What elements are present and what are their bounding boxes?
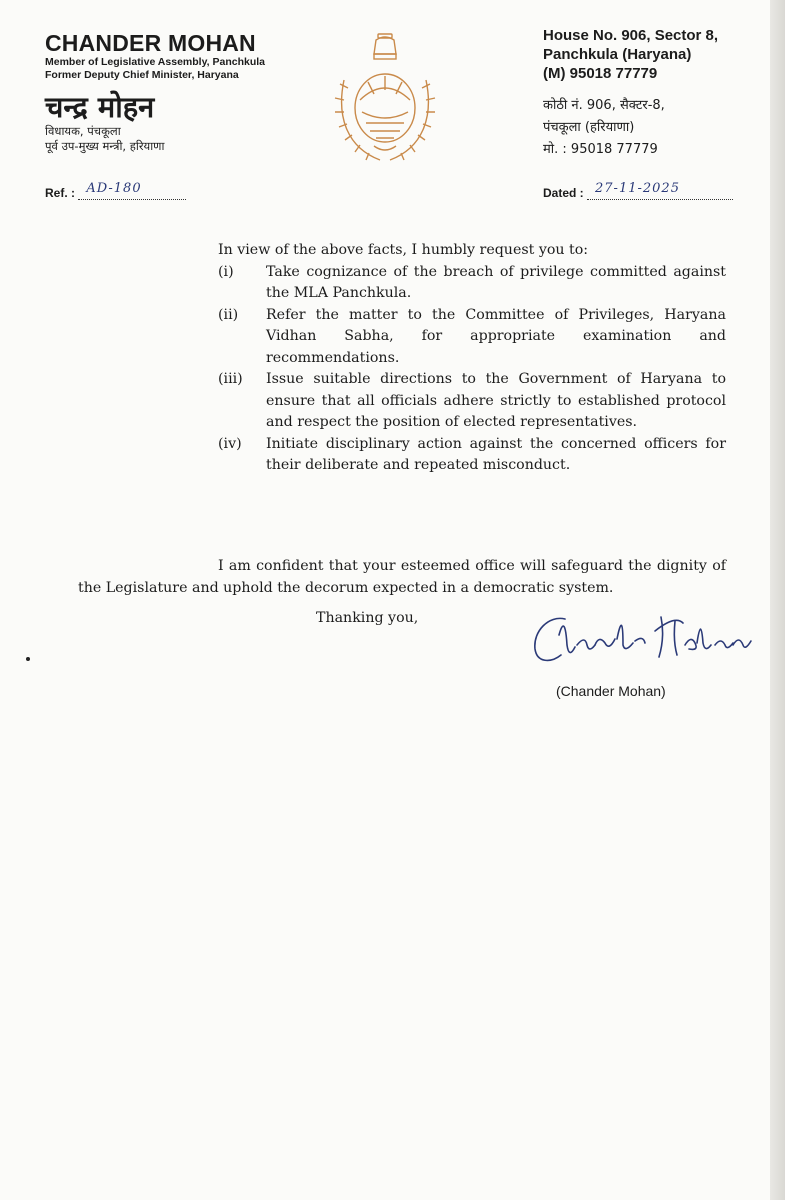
address-en-line-2: Panchkula (Haryana): [543, 46, 692, 63]
dated-field: [587, 181, 733, 200]
request-item-text: Refer the matter to the Committee of Privileges, Haryana Vidhan Sabha, for appropriate examination and recommendations.: [266, 306, 726, 366]
signer-name: (Chander Mohan): [556, 683, 666, 699]
request-item: [218, 369, 726, 434]
ink-dot: [26, 657, 30, 661]
request-item: [218, 305, 726, 370]
request-item: [218, 434, 726, 477]
letterhead-left: [45, 30, 265, 154]
request-item-text: Initiate disciplinary action against the concerned officers for their deliberate and repeated misconduct.: [266, 435, 726, 473]
request-section: [218, 240, 726, 477]
closing-paragraph: I am confident that your esteemed office will safeguard the dignity of the Legislature and uphold the decorum expected in a democratic system.: [78, 558, 726, 597]
ref-field: [78, 181, 186, 200]
phone-hi: मो. : 95018 77779: [543, 142, 658, 157]
ref-label: Ref. :: [45, 186, 75, 200]
handwritten-signature: [525, 605, 765, 675]
letterhead-address: [543, 26, 718, 161]
request-item: [218, 262, 726, 305]
request-item-text: Take cognizance of the breach of privilege committed against the MLA Panchkula.: [266, 263, 726, 301]
request-intro: In view of the above facts, I humbly request you to:: [218, 242, 589, 258]
page-edge: [770, 0, 785, 1200]
letterhead-title-hi-2: पूर्व उप-मुख्य मन्त्री, हरियाणा: [45, 139, 165, 153]
date-line: [543, 181, 733, 200]
haryana-emblem-icon: [330, 28, 440, 168]
thanking-line: Thanking you,: [316, 610, 419, 626]
request-item-number: (i): [218, 263, 234, 280]
letterhead-title-en-2: Former Deputy Chief Minister, Haryana: [45, 69, 239, 81]
letterhead-name-hi: चन्द्र मोहन: [45, 90, 155, 124]
ref-value: AD-180: [86, 181, 142, 196]
letterhead-title-hi-1: विधायक, पंचकूला: [45, 124, 121, 138]
letterhead-title-en-1: Member of Legislative Assembly, Panchkula: [45, 56, 265, 68]
phone-en: (M) 95018 77779: [543, 65, 658, 82]
dated-value: 27-11-2025: [595, 181, 680, 196]
reference-line: [45, 181, 186, 200]
request-item-number: (iii): [218, 371, 243, 387]
request-item-text: Issue suitable directions to the Government of Haryana to ensure that all officials adhere strictly to established protocol and respect the position of elected representatives.: [266, 371, 726, 430]
address-en-line-1: House No. 906, Sector 8,: [543, 27, 719, 44]
dated-label: Dated :: [543, 186, 584, 200]
address-hi-line-1: कोठी नं. 906, सैक्टर-8,: [543, 98, 665, 113]
address-hi-line-2: पंचकूला (हरियाणा): [543, 120, 635, 135]
request-item-number: (iv): [218, 435, 242, 452]
request-item-number: (ii): [218, 306, 239, 323]
letterhead-name-en: CHANDER MOHAN: [45, 30, 256, 56]
